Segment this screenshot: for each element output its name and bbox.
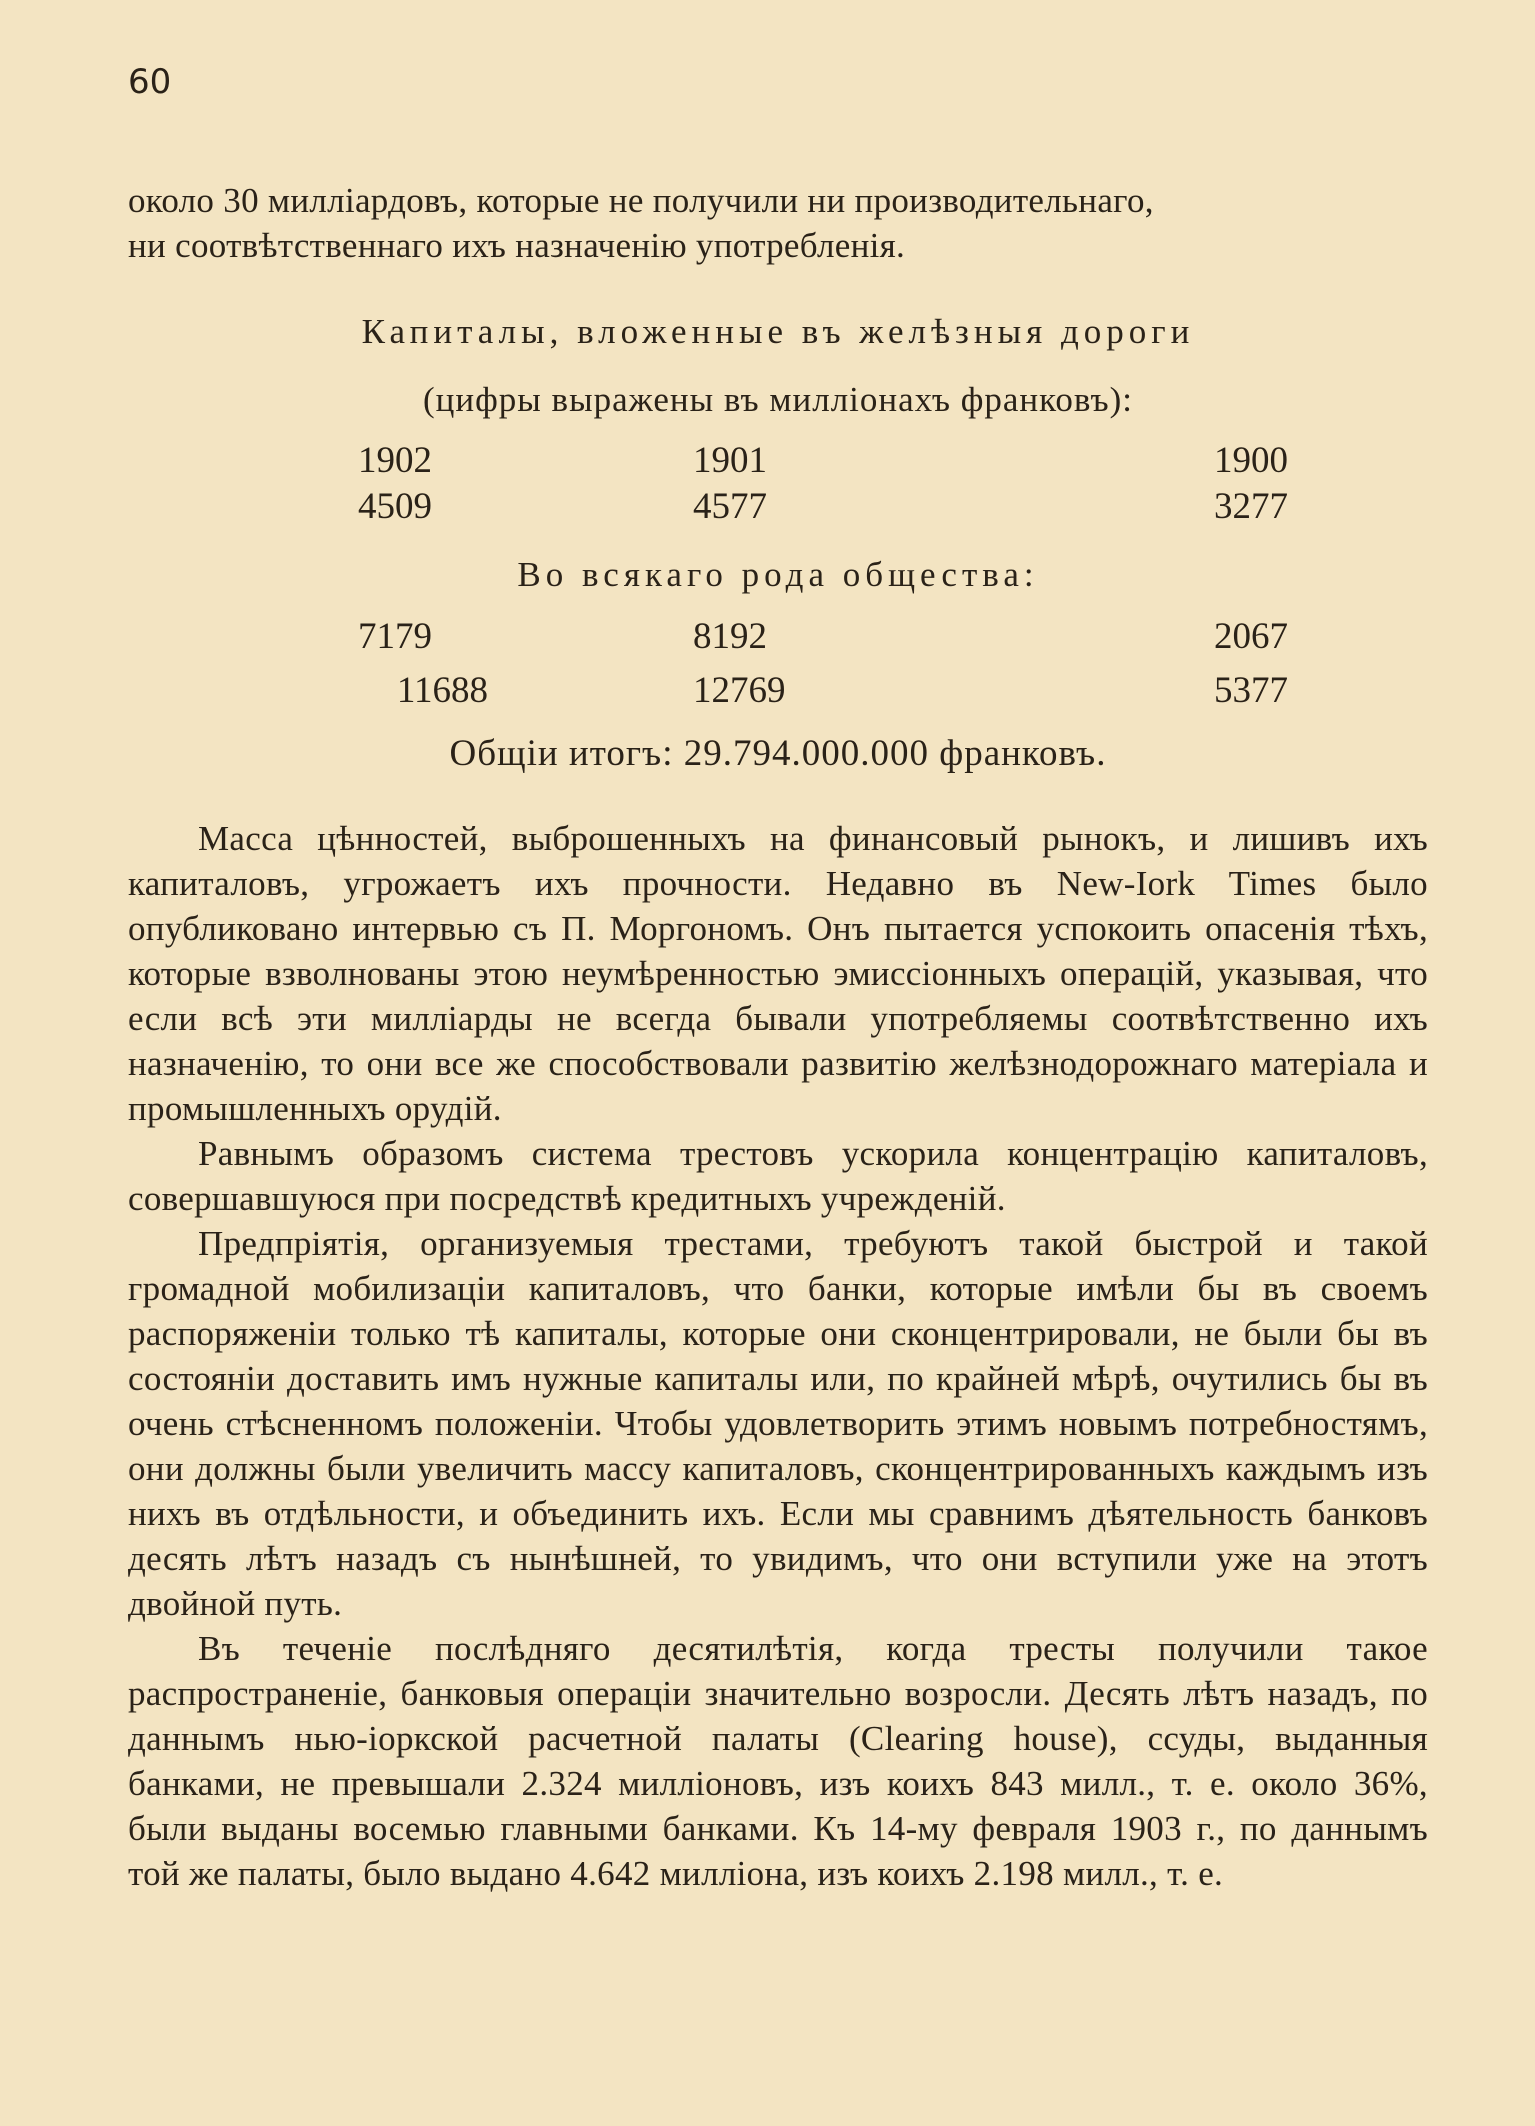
cell-companies-1902: 7179 — [358, 616, 432, 657]
cell-railways-1901: 4577 — [693, 486, 767, 527]
intro-line: ни соотвѣтственнаго ихъ назначенію употребленія. — [128, 226, 906, 265]
cell-total-1901: 12769 — [693, 670, 786, 711]
paragraph: Въ теченіе послѣдняго десятилѣтія, когда тресты получили такое распространеніе, банковыя операціи значительно возросли. Десять лѣтъ назадъ, по даннымъ нью-іоркской расчетной палаты (Clearing house), ссуды, выданныя банками, не превышали 2.324 милліоновъ, изъ коихъ 843 милл., т. е. около 36%, были выданы восемью главными банками. Къ 14-му февраля 1903 г., по даннымъ той же палаты, было выдано 4.642 милліона, изъ коихъ 2.198 милл., т. е. — [128, 1629, 1428, 1893]
cell-companies-1900: 2067 — [1214, 616, 1288, 657]
table-title: Капиталы, вложенные въ желѣзныя дороги — [361, 312, 1195, 351]
paragraph: Масса цѣнностей, выброшенныхъ на финансовый рынокъ, и лишивъ ихъ капиталовъ, угрожаетъ ихъ прочности. Недавно въ New-Iork Times было опубликовано интервью съ П. Моргономъ. Онъ пытается успокоить опасенія тѣхъ, которые взволнованы этою неумѣренностью эмиссіонныхъ операцій, указывая, что если всѣ эти милліарды не всегда бывали употребляемы соотвѣтственно ихъ назначенію, то они все же способствовали развитію желѣзнодорожнаго матеріала и промышленныхъ орудій. — [128, 819, 1428, 1128]
table-subtitle: (цифры выражены въ милліонахъ франковъ): — [422, 380, 1133, 419]
table-section-title: Во всякаго рода общества: — [517, 555, 1039, 594]
table-row-years — [128, 438, 1428, 484]
paragraph: Предпріятія, организуемыя трестами, требуютъ такой быстрой и такой громадной мобилизаціи капиталовъ, что банки, которые имѣли бы въ своемъ распоряженіи только тѣ капиталы, которые они сконцентрировали, не были бы въ состояніи доставить имъ нужные капиталы или, по крайней мѣрѣ, очутились бы въ очень стѣсненномъ положеніи. Чтобы удовлетворить этимъ новымъ потребностямъ, они должны были увеличить массу капиталовъ, сконцентрированныхъ каждымъ изъ нихъ въ отдѣльности, и объединить ихъ. Если мы сравнимъ дѣятельность банковъ десять лѣтъ назадъ съ нынѣшней, то увидимъ, что они вступили уже на этотъ двойной путь. — [128, 1224, 1428, 1623]
grand-total: Общіи итогъ: 29.794.000.000 франковъ. — [449, 733, 1107, 774]
cell-year-1901: 1901 — [693, 440, 767, 481]
cell-total-1902: 11688 — [396, 670, 488, 711]
cell-year-1902: 1902 — [358, 440, 432, 481]
page-number: 60 — [128, 62, 172, 102]
cell-companies-1901: 8192 — [693, 616, 767, 657]
cell-total-1900: 5377 — [1214, 670, 1288, 711]
intro-text — [128, 178, 1428, 268]
paragraph: Равнымъ образомъ система трестовъ ускорила концентрацію капиталовъ, совершавшуюся при посредствѣ кредитныхъ учрежденій. — [128, 1134, 1428, 1218]
cell-railways-1900: 3277 — [1214, 486, 1288, 527]
cell-railways-1902: 4509 — [358, 486, 432, 527]
table-row-railways — [128, 484, 1428, 530]
table-row-companies — [128, 614, 1428, 660]
body-text — [128, 816, 1428, 1896]
table-row-totals — [128, 668, 1428, 714]
cell-year-1900: 1900 — [1214, 440, 1288, 481]
intro-line: около 30 милліардовъ, которые не получили ни производительнаго, — [128, 181, 1154, 220]
